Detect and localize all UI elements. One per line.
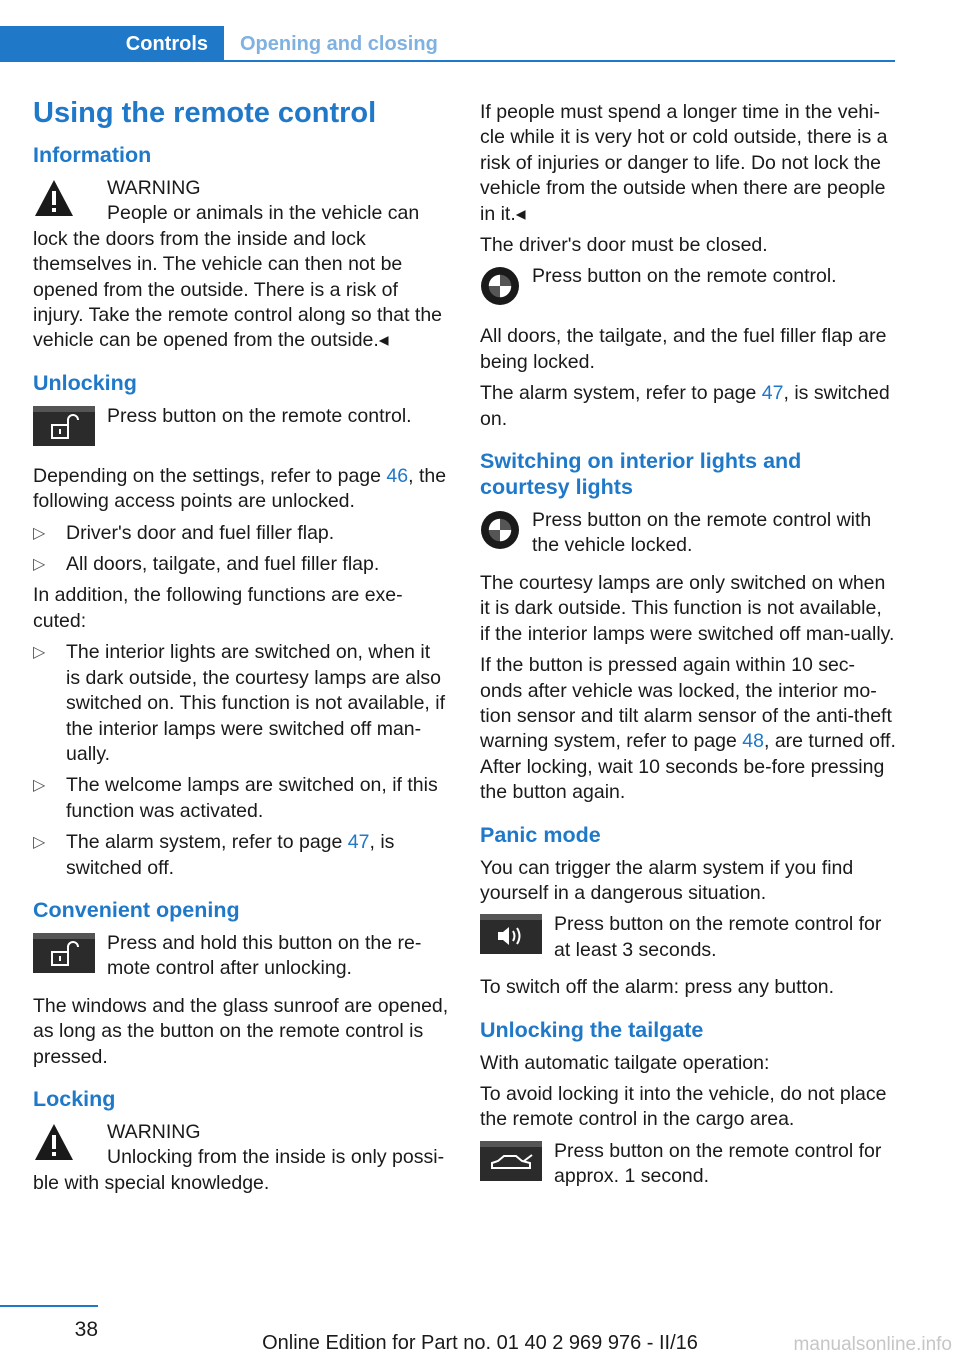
warning-block bbox=[33, 176, 449, 354]
heading-convenient-opening: Convenient opening bbox=[33, 897, 240, 922]
page-link-48[interactable]: 48 bbox=[742, 730, 764, 753]
footer-rule bbox=[0, 1305, 98, 1307]
sensor-paragraph: If the button is pressed again within 10 sec-onds after vehicle was locked, the interior mo-tion sensor and tilt alarm sensor of the anti-theft warning system, refer to page 48, are turned off. After locking, wait 10 seconds be-fore pressing the button again. bbox=[480, 654, 896, 804]
heading-information: Information bbox=[33, 143, 152, 167]
section-tab-controls[interactable]: Controls bbox=[0, 26, 224, 62]
panic-key-text: Press button on the remote control for at least 3 seconds. bbox=[554, 913, 882, 961]
lock-key-row bbox=[480, 264, 896, 312]
alarm-paragraph: The alarm system, refer to page 47, is switched on. bbox=[480, 382, 890, 430]
interior-key-row bbox=[480, 508, 896, 559]
functions-intro: In addition, the following functions are exe-cuted: bbox=[33, 584, 403, 632]
left-column bbox=[33, 96, 449, 1204]
unlocking-paragraph: Depending on the settings, refer to page 46, the following access points are unlocked. bbox=[33, 464, 447, 513]
list-item: ▷ The interior lights are switched on, when it is dark outside, the courtesy lamps are also switched on. This function is not available, if the interior lamps were switched off man-ually. bbox=[33, 641, 446, 765]
warning-triangle-icon bbox=[33, 1122, 75, 1164]
unlock-button-icon bbox=[33, 406, 95, 446]
page-header bbox=[0, 26, 895, 62]
functions-list bbox=[33, 640, 449, 881]
right-column bbox=[480, 100, 896, 1202]
bullet-triangle-icon: ▷ bbox=[33, 644, 46, 662]
heading-unlocking: Unlocking bbox=[33, 370, 137, 395]
page-link-47[interactable]: 47 bbox=[347, 831, 370, 854]
bullet-triangle-icon: ▷ bbox=[33, 556, 46, 574]
bmw-logo-button-icon bbox=[480, 510, 520, 550]
tailgate-key-row bbox=[480, 1139, 896, 1190]
courtesy-paragraph: The courtesy lamps are only switched on when it is dark outside. This function is not available, if the interior lamps were switched off man-ually. bbox=[480, 571, 895, 645]
convenient-key-row bbox=[33, 931, 449, 982]
bullet-triangle-icon: ▷ bbox=[33, 777, 46, 795]
heading-unlocking-tailgate: Unlocking the tailgate bbox=[480, 1017, 704, 1042]
bullet-triangle-icon: ▷ bbox=[33, 834, 46, 852]
list-item: ▷ The alarm system, refer to page 47, is switched off. bbox=[33, 831, 395, 879]
warning-continuation: If people must spend a longer time in the vehi-cle while it is very hot or cold outside, there is a risk of injuries or danger to life. Do not lock the vehicle from the outside when there are people in it.◂ bbox=[480, 101, 888, 225]
unlock-key-text: Press button on the remote control. bbox=[107, 404, 412, 427]
edition-text: Online Edition for Part no. 01 40 2 969 976 - II/16 bbox=[262, 1332, 698, 1354]
warning-label: WARNING bbox=[107, 1120, 201, 1143]
bullet-triangle-icon: ▷ bbox=[33, 524, 46, 542]
driver-door-paragraph: The driver's door must be closed. bbox=[480, 234, 768, 257]
page-link-46[interactable]: 46 bbox=[386, 464, 409, 487]
lock-key-text: Press button on the remote control. bbox=[532, 265, 837, 288]
page-title: Using the remote control bbox=[33, 97, 377, 129]
speaker-button-icon bbox=[480, 914, 542, 954]
unlock-button-icon bbox=[33, 933, 95, 973]
page-number: 38 bbox=[74, 1318, 98, 1341]
list-item: ▷ Driver's door and fuel filler flap. bbox=[33, 521, 449, 546]
heading-panic-mode: Panic mode bbox=[480, 822, 601, 847]
convenient-paragraph: The windows and the glass sunroof are opened, as long as the button on the remote control is pressed. bbox=[33, 994, 449, 1068]
tailgate-paragraph-1: With automatic tailgate operation: bbox=[480, 1051, 770, 1074]
all-doors-paragraph: All doors, the tailgate, and the fuel filler flap are being locked. bbox=[480, 325, 887, 373]
car-tailgate-button-icon bbox=[480, 1141, 542, 1181]
watermark-text: manualsonline.info bbox=[793, 1334, 952, 1355]
unlocked-points-list bbox=[33, 521, 449, 578]
unlock-key-row bbox=[33, 404, 449, 452]
page-link-47[interactable]: 47 bbox=[761, 382, 784, 405]
warning-block bbox=[33, 1120, 449, 1196]
tailgate-paragraph-2: To avoid locking it into the vehicle, do not place the remote control in the cargo area. bbox=[480, 1082, 887, 1131]
panic-paragraph: You can trigger the alarm system if you find yourself in a dangerous situation. bbox=[480, 856, 854, 904]
bmw-logo-button-icon bbox=[480, 266, 520, 306]
convenient-key-text: Press and hold this button on the re-mote control after unlocking. bbox=[107, 931, 422, 980]
warning-triangle-icon bbox=[33, 178, 75, 220]
interior-key-text: Press button on the remote control with the vehicle locked. bbox=[532, 509, 872, 557]
warning-text: Unlocking from the inside is only possi-ble with special knowledge. bbox=[33, 1146, 445, 1194]
panic-key-row bbox=[480, 912, 896, 963]
list-item: ▷ The welcome lamps are switched on, if this function was activated. bbox=[33, 774, 438, 822]
section-tab-opening-closing[interactable]: Opening and closing bbox=[240, 33, 438, 55]
switch-off-alarm-paragraph: To switch off the alarm: press any button. bbox=[480, 976, 835, 999]
heading-locking: Locking bbox=[33, 1086, 116, 1111]
warning-text: People or animals in the vehicle can lock the doors from the inside and lock themselves in. The vehicle can then not be opened from the outside. There is a risk of injury. Take the remote control along so that the vehicle can be opened from the outside.◂ bbox=[33, 202, 443, 352]
warning-label: WARNING bbox=[107, 177, 201, 199]
tailgate-key-text: Press button on the remote control for approx. 1 second. bbox=[554, 1139, 882, 1188]
heading-interior-lights: Switching on interior lights and courtesy lights bbox=[480, 449, 802, 500]
list-item: ▷ All doors, tailgate, and fuel filler flap. bbox=[33, 552, 449, 577]
